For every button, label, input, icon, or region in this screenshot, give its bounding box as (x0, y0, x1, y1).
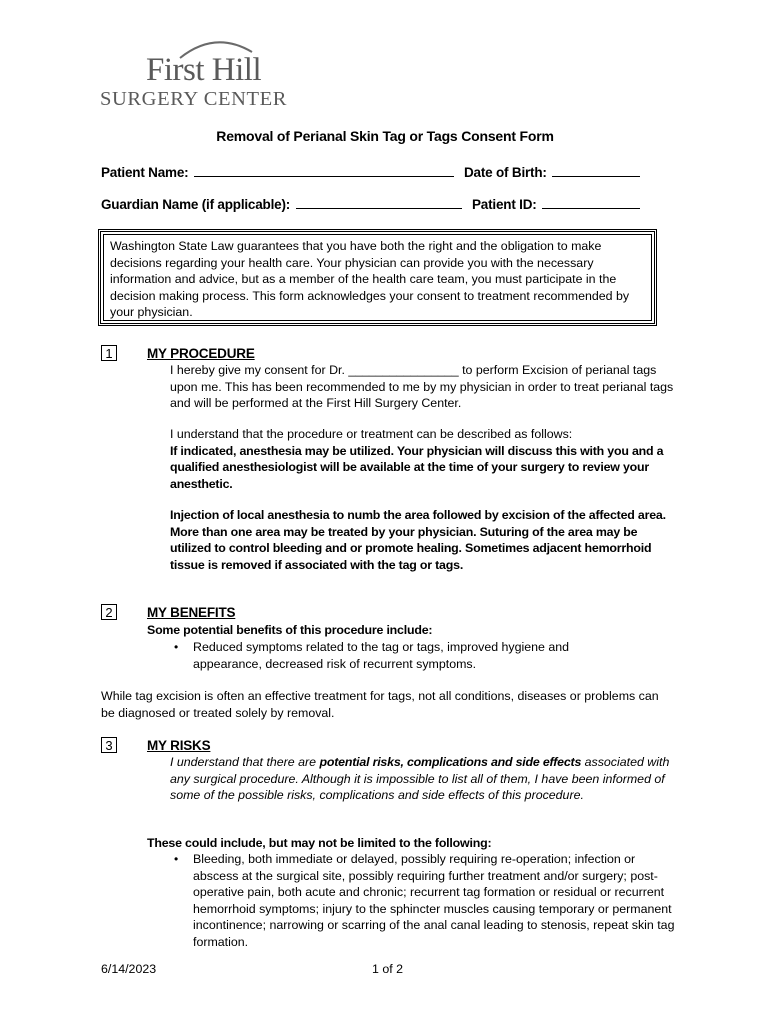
section-1-number: 1 (101, 345, 117, 361)
risks-subheading: These could include, but may not be limited to the following: (147, 836, 492, 850)
section-3-heading: MY RISKS (147, 738, 211, 753)
risks-intro (170, 754, 685, 804)
section-1-description (170, 426, 685, 492)
legal-notice-text: Washington State Law guarantees that you have both the right and the obligation to make decisions regarding your health care. Your physician can provide you with the necessary information and advice, but as a member of the health care team, you must participate in the decision making process. This form acknowledges your consent to treatment recommended by your physician. (110, 239, 630, 319)
footer-page-number: 1 of 2 (372, 962, 404, 976)
section-2-heading: MY BENEFITS (147, 605, 236, 620)
logo-line-2: SURGERY CENTER (100, 88, 288, 110)
patient-name-field[interactable] (194, 164, 454, 177)
dob-label: Date of Birth: (464, 165, 547, 180)
form-title: Removal of Perianal Skin Tag or Tags Consent Form (216, 128, 554, 144)
bullet-icon: • (174, 852, 179, 866)
risks-intro-part-2: associated with any surgical procedure. Although it is impossible to list all of them, I have been informed of some of the possible risks, complications and side effects of this procedure. (170, 755, 670, 802)
patient-id-label: Patient ID: (472, 197, 537, 212)
consent-text-after: to perform Excision of perianal tags upon me. This has been recommended to me by my physician in order to treat perianal tags and will be performed at the First Hill Surgery Center. (170, 363, 674, 410)
risks-intro-emphasis: potential risks, complications and side effects (319, 755, 582, 769)
procedure-details-paragraph: Injection of local anesthesia to numb the area followed by excision of the affected area. More than one area may be treated by your physician. Suturing of the area may be utilized to control bleeding and or promote healing. Sometimes adjacent hemorrhoid tissue is removed if associated with the tag or tags. (170, 508, 666, 572)
benefits-subheading: Some potential benefits of this procedure include: (147, 623, 433, 637)
patient-id-row (472, 196, 640, 212)
footer-date: 6/14/2023 (101, 962, 157, 976)
guardian-label: Guardian Name (if applicable): (101, 197, 291, 212)
consent-text-before: I hereby give my consent for Dr. (170, 363, 345, 377)
guardian-field[interactable] (296, 196, 462, 209)
legal-notice-box (98, 229, 657, 326)
logo-line-1: First Hill (146, 52, 262, 88)
anesthesia-paragraph: If indicated, anesthesia may be utilized. Your physician will discuss this with you and a qualified anesthesiologist will be available at the time of your surgery to review your anesthetic. (170, 443, 664, 491)
dob-field[interactable] (552, 164, 640, 177)
risks-intro-part-1: I understand that there are (170, 755, 317, 769)
benefit-item: Reduced symptoms related to the tag or tags, improved hygiene and appearance, decreased risk of recurrent symptoms. (193, 640, 570, 671)
guardian-row (101, 196, 462, 212)
dob-row (464, 164, 640, 180)
doctor-name-blank[interactable]: ________________ (348, 363, 459, 377)
risk-item: Bleeding, both immediate or delayed, possibly requiring re-operation; infection or abscess at the surgical site, possibly requiring further treatment and/or surgery; post-operative pain, both acute and chronic; recurrent tag formation or residual or recurrent hemorrhoid symptoms; injury to the sphincter muscles causing temporary or permanent incontinence; narrowing or scarring of the anal canal leading to stenosis, repeat skin tag formation. (193, 852, 675, 949)
patient-name-row (101, 164, 454, 180)
bullet-icon: • (174, 640, 179, 654)
section-1-consent-paragraph (170, 362, 685, 412)
section-1-heading: MY PROCEDURE (147, 346, 255, 361)
procedure-description-intro: I understand that the procedure or treatment can be described as follows: (170, 427, 573, 441)
patient-name-label: Patient Name: (101, 165, 189, 180)
patient-id-field[interactable] (542, 196, 640, 209)
benefits-note: While tag excision is often an effective treatment for tags, not all conditions, diseases or problems can be diagnosed or treated solely by removal. (101, 689, 659, 720)
section-3-number: 3 (101, 737, 117, 753)
section-2-number: 2 (101, 604, 117, 620)
surgery-center-logo (100, 36, 320, 116)
